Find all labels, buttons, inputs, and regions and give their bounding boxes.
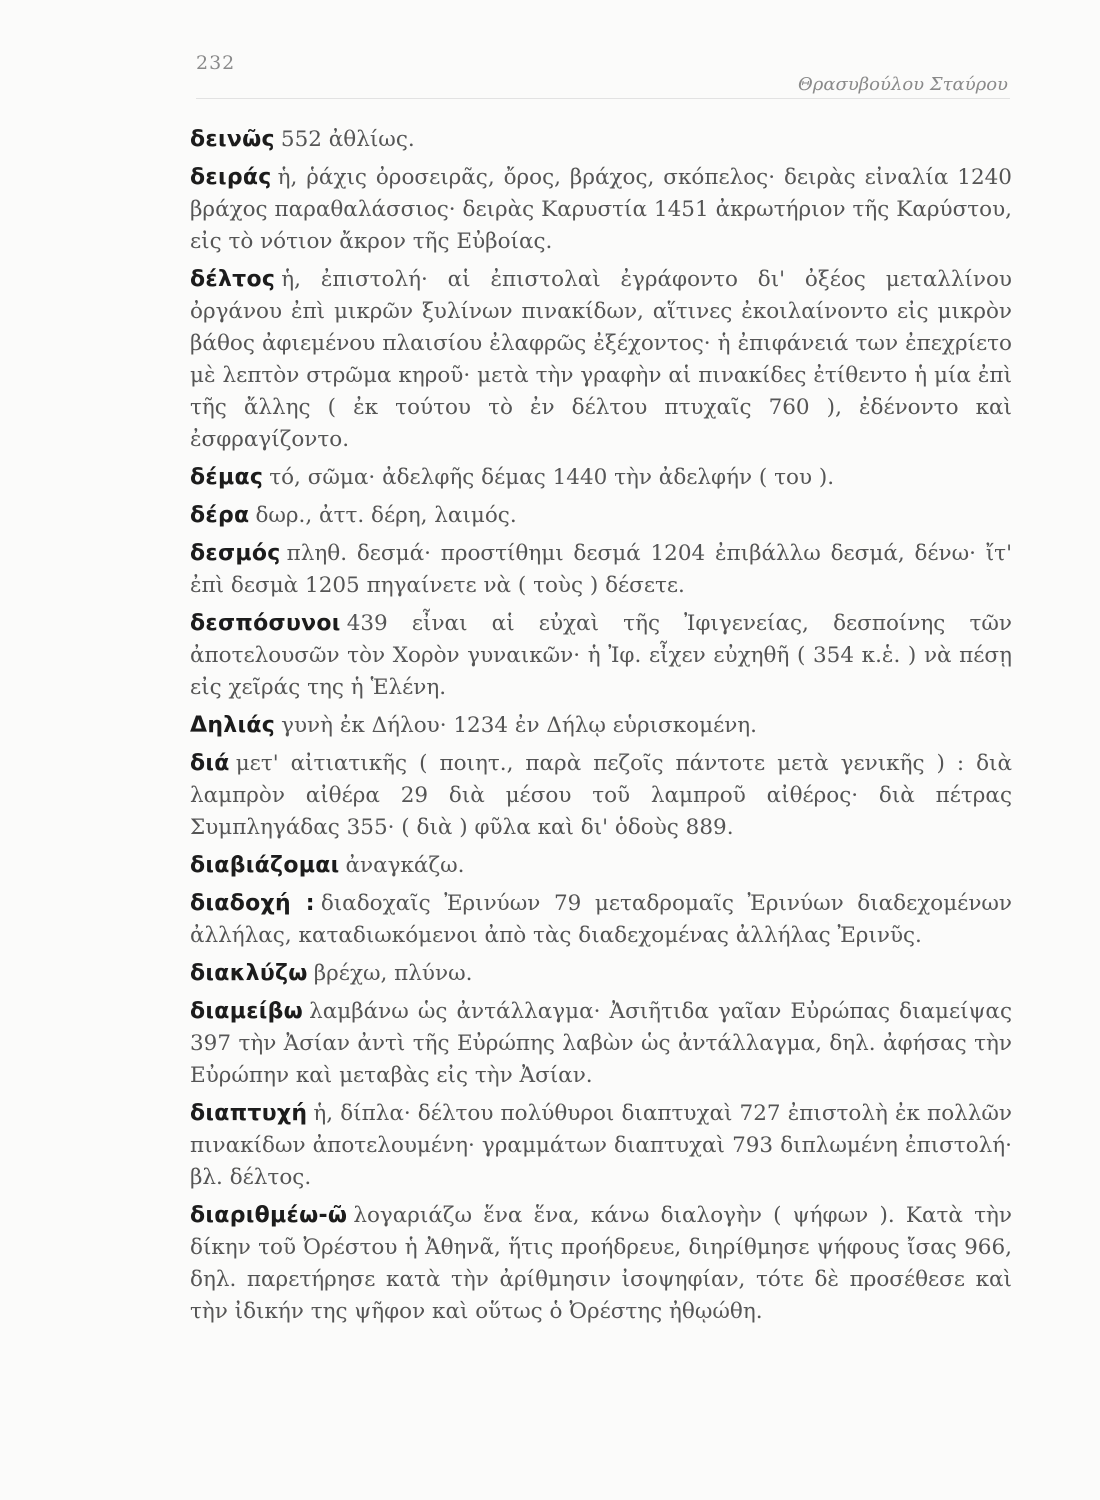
glossary-entry — [190, 1200, 1012, 1328]
entry-definition: ἡ, δίπλα· δέλτου πολύθυροι διαπτυχαὶ 727 ἐπιστολὴ ἐκ πολλῶν πινακίδων ἀποτελουμένη· γραμμάτων διαπτυχαὶ 793 διπλωμένη ἐπιστολή· βλ. δέλτος. — [190, 1101, 1012, 1190]
entry-lemma: διακλύζω — [190, 961, 308, 986]
entry-lemma: διαπτυχή — [190, 1101, 308, 1126]
glossary-entry — [190, 500, 1012, 532]
entry-lemma: δεσπόσυνοι — [190, 611, 341, 636]
glossary-entry — [190, 996, 1012, 1092]
entry-definition: γυνὴ ἐκ Δήλου· 1234 ἐν Δήλῳ εὑρισκομένη. — [281, 713, 757, 738]
entry-lemma: δέλτος — [190, 267, 276, 292]
entry-definition: ἀναγκάζω. — [345, 853, 465, 878]
entry-lemma: δειράς — [190, 165, 272, 190]
entry-definition: διαδοχαῖς Ἐρινύων 79 μεταδρομαῖς Ἐρινύων διαδεχομένων ἀλλήλας, καταδιωκόμενοι ἀπὸ τὰς διαδεχομένας ἀλλήλας Ἐρινῦς. — [190, 891, 1012, 948]
glossary-entry — [190, 538, 1012, 602]
entry-definition: πληθ. δεσμά· προστίθημι δεσμά 1204 ἐπιβάλλω δεσμά, δένω· ἴτ' ἐπὶ δεσμὰ 1205 πηγαίνετε νὰ ( τοὺς ) δέσετε. — [190, 541, 1012, 598]
entry-definition: μετ' αἰτιατικῆς ( ποιητ., παρὰ πεζοῖς πάντοτε μετὰ γενικῆς ) : διὰ λαμπρὸν αἰθέρα 29 διὰ μέσου τοῦ λαμπροῦ αἰθέρος· διὰ πέτρας Συμπληγάδας 355· ( διὰ ) φῦλα καὶ δι' ὁδοὺς 889. — [190, 751, 1012, 840]
glossary-entry — [190, 748, 1012, 844]
header-rule — [196, 98, 1010, 99]
entry-definition: τό, σῶμα· ἀδελφῆς δέμας 1440 τὴν ἀδελφήν ( του ). — [269, 465, 835, 490]
glossary-entry — [190, 710, 1012, 742]
entry-lemma: διαμείβω — [190, 999, 304, 1024]
glossary-entry — [190, 264, 1012, 456]
page-number: 232 — [196, 52, 236, 74]
entry-definition: βρέχω, πλύνω. — [313, 961, 473, 986]
entry-definition: ἡ, ἐπιστολή· αἱ ἐπιστολαὶ ἐγράφοντο δι' ὀξέος μεταλλίνου ὀργάνου ἐπὶ μικρῶν ξυλίνων πινακίδων, αἵτινες ἐκοιλαίνοντο εἰς μικρὸν βάθος ἀφιεμένου πλαισίου ἐλαφρῶς ἐξέχοντος· ἡ ἐπιφάνειά των ἐπεχρίετο μὲ λεπτὸν στρῶμα κηροῦ· μετὰ τὴν γραφὴν αἱ πινακίδες ἐτίθεντο ἡ μία ἐπὶ τῆς ἄλλης ( ἐκ τούτου τὸ ἐν δέλτου πτυχαῖς 760 ), ἐδένοντο καὶ ἐσφραγίζοντο. — [190, 267, 1012, 452]
glossary-entry — [190, 888, 1012, 952]
glossary-entry — [190, 162, 1012, 258]
entry-definition: δωρ., ἀττ. δέρη, λαιμός. — [255, 503, 517, 528]
entry-lemma: δέρα — [190, 503, 250, 528]
running-head: Θρασυβούλου Σταύρου — [798, 74, 1008, 95]
entry-lemma: διαβιάζομαι — [190, 853, 340, 878]
entry-lemma: διαριθμέω-ῶ — [190, 1203, 348, 1228]
entry-lemma: δέμας — [190, 465, 264, 490]
entry-lemma: διά — [190, 751, 230, 776]
entry-definition: 552 ἀθλίως. — [280, 127, 415, 152]
entry-definition: ἡ, ῥάχις ὀροσειρᾶς, ὄρος, βράχος, σκόπελος· δειρὰς εἰναλία 1240 βράχος παραθαλάσσιος· δειρὰς Καρυστία 1451 ἀκρωτήριον τῆς Καρύστου, εἰς τὸ νότιον ἄκρον τῆς Εὐβοίας. — [190, 165, 1012, 254]
glossary-entry — [190, 1098, 1012, 1194]
entry-definition: 439 εἶναι αἱ εὐχαὶ τῆς Ἰφιγενείας, δεσποίνης τῶν ἀποτελουσῶν τὸν Χορὸν γυναικῶν· ἡ Ἰφ. εἶχεν εὐχηθῆ ( 354 κ.ἑ. ) νὰ πέσῃ εἰς χεῖράς της ἡ Ἑλένη. — [190, 611, 1012, 700]
glossary-entry — [190, 124, 1012, 156]
entry-lemma: Δηλιάς — [190, 713, 276, 738]
entry-definition: λογαριάζω ἕνα ἕνα, κάνω διαλογὴν ( ψήφων ). Κατὰ τὴν δίκην τοῦ Ὀρέστου ἡ Ἀθηνᾶ, ἥτις προήδρευε, διηρίθμησε ψήφους ἴσας 966, δηλ. παρετήρησε κατὰ τὴν ἀρίθμησιν ἰσοψηφίαν, τότε δὲ προσέθεσε καὶ τὴν ἰδικήν της ψῆφον καὶ οὕτως ὁ Ὀρέστης ἠθῳώθη. — [190, 1203, 1012, 1324]
entry-lemma: δεινῶς — [190, 127, 275, 152]
entry-lemma: δεσμός — [190, 541, 281, 566]
entry-definition: λαμβάνω ὡς ἀντάλλαγμα· Ἀσιῆτιδα γαῖαν Εὐρώπας διαμείψας 397 τὴν Ἀσίαν ἀντὶ τῆς Εὐρώπης λαβὼν ὡς ἀντάλλαγμα, δηλ. ἀφήσας τὴν Εὐρώπην καὶ μεταβὰς εἰς τὴν Ἀσίαν. — [190, 999, 1012, 1088]
glossary-entry — [190, 958, 1012, 990]
glossary-entry — [190, 850, 1012, 882]
glossary-entry — [190, 608, 1012, 704]
glossary-entry — [190, 462, 1012, 494]
glossary-entries — [190, 124, 1012, 1334]
entry-lemma: διαδοχή : — [190, 891, 315, 916]
